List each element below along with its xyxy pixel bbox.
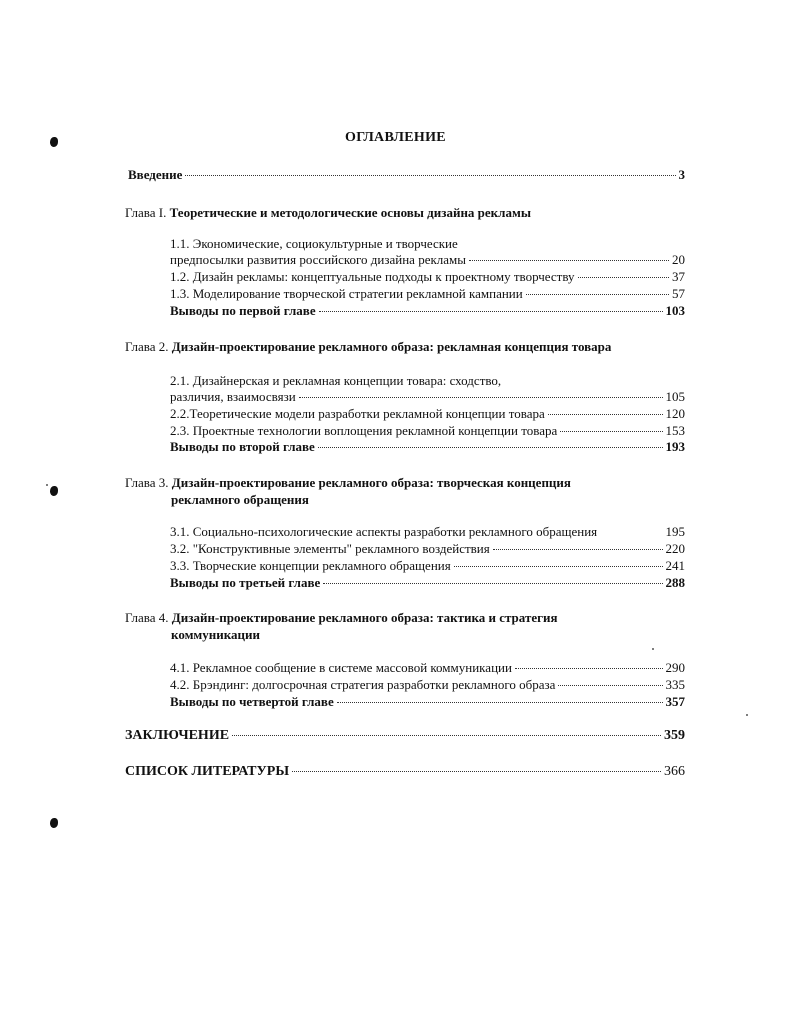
entry-page: 3 (678, 167, 685, 182)
entry-page: 220 (665, 541, 685, 556)
entry-page: 120 (665, 406, 685, 421)
dot-leader (185, 174, 675, 176)
chapter-title-line2: коммуникации (171, 627, 261, 642)
entry-page: 103 (665, 303, 685, 318)
toc-entry-intro (128, 167, 685, 183)
toc-entry-1-1 (170, 252, 685, 268)
dot-leader (600, 532, 662, 533)
toc-entry-4-conclusion (170, 694, 685, 710)
chapter-1-heading (125, 204, 705, 221)
dot-leader (469, 259, 669, 261)
toc-entry-1-2 (170, 269, 685, 285)
dot-leader (548, 413, 663, 415)
entry-label: 3.3. Творческие концепции рекламного обращения (170, 558, 451, 573)
toc-entry-3-3 (170, 558, 685, 574)
chapter-prefix: Глава 4. (125, 610, 169, 625)
entry-label: 2.3. Проектные технологии воплощения рекламной концепции товара (170, 423, 558, 438)
entry-label: различия, взаимосвязи (170, 389, 296, 404)
entry-page: 241 (665, 558, 685, 573)
entry-label: 2.2.Теоретические модели разработки рекламной концепции товара (170, 406, 545, 421)
entry-label: предпосылки развития российского дизайна рекламы (170, 252, 467, 267)
toc-entry-4-2 (170, 677, 685, 693)
scan-speck (46, 484, 48, 486)
toc-entry-2-3 (170, 423, 685, 439)
chapter-title: Теоретические и методологические основы дизайна рекламы (169, 205, 531, 220)
punch-hole-mark-middle (50, 486, 58, 496)
toc-entry-2-1 (170, 389, 685, 405)
entry-page: 288 (665, 575, 685, 590)
chapter-title-line1: Дизайн-проектирование рекламного образа: творческая концепция (171, 475, 571, 490)
entry-page: 193 (665, 439, 685, 454)
toc-entry-1-conclusion (170, 303, 685, 319)
dot-leader (558, 684, 662, 686)
entry-label: 1.2. Дизайн рекламы: концептуальные подходы к проектному творчеству (170, 269, 575, 284)
chapter-3-heading (125, 474, 705, 508)
scan-speck (652, 648, 654, 650)
dot-leader (319, 310, 663, 312)
dot-leader (515, 667, 663, 669)
entry-label: Выводы по второй главе (170, 439, 315, 454)
dot-leader (493, 548, 663, 550)
entry-label: Введение (128, 167, 183, 182)
toc-entry-2-2 (170, 406, 685, 422)
entry-page: 195 (665, 524, 685, 539)
entry-page: 20 (672, 252, 685, 267)
entry-page: 335 (665, 677, 685, 692)
punch-hole-mark-bottom (50, 818, 58, 828)
entry-page: 37 (672, 269, 685, 284)
page-title: ОГЛАВЛЕНИЕ (345, 130, 446, 145)
chapter-prefix: Глава 3. (125, 475, 169, 490)
chapter-4-heading (125, 609, 705, 643)
entry-page: 359 (664, 728, 685, 743)
entry-label: 3.1. Социально-психологические аспекты разработки рекламного обращения (170, 524, 598, 539)
entry-page: 153 (665, 423, 685, 438)
dot-leader (292, 770, 661, 772)
dot-leader (526, 293, 669, 295)
chapter-2-heading (125, 338, 725, 355)
entry-label: СПИСОК ЛИТЕРАТУРЫ (125, 764, 290, 779)
entry-label: 4.1. Рекламное сообщение в системе массовой коммуникации (170, 660, 512, 675)
dot-leader (318, 446, 663, 448)
chapter-prefix: Глава 2. (125, 339, 169, 354)
entry-label: 3.2. "Конструктивные элементы" рекламного воздействия (170, 541, 490, 556)
dot-leader (578, 276, 669, 278)
chapter-prefix: Глава I. (125, 205, 167, 220)
entry-label: Выводы по первой главе (170, 303, 316, 318)
entry-page: 366 (664, 764, 685, 779)
entry-page: 105 (665, 389, 685, 404)
toc-entry-bibliography (125, 764, 685, 780)
toc-entry-1-3 (170, 286, 685, 302)
entry-label: ЗАКЛЮЧЕНИЕ (125, 728, 230, 743)
toc-entry-conclusion (125, 728, 685, 744)
entry-label: Выводы по третьей главе (170, 575, 321, 590)
chapter-title-line1: Дизайн-проектирование рекламного образа: тактика и стратегия (171, 610, 558, 625)
dot-leader (299, 396, 663, 398)
toc-entry-3-1 (170, 524, 685, 540)
toc-entry-1-1-line1: 1.1. Экономические, социокультурные и творческие (170, 236, 458, 251)
toc-entry-4-1 (170, 660, 685, 676)
dot-leader (560, 430, 662, 432)
toc-entry-3-2 (170, 541, 685, 557)
entry-label: 1.3. Моделирование творческой стратегии рекламной кампании (170, 286, 523, 301)
dot-leader (454, 565, 663, 567)
toc-entry-2-conclusion (170, 439, 685, 455)
dot-leader (323, 582, 662, 584)
dot-leader (232, 734, 661, 736)
entry-page: 290 (665, 660, 685, 675)
dot-leader (337, 701, 663, 703)
entry-label: 4.2. Брэндинг: долгосрочная стратегия разработки рекламного образа (170, 677, 556, 692)
scan-speck (746, 714, 748, 716)
entry-page: 57 (672, 286, 685, 301)
toc-entry-2-1-line1: 2.1. Дизайнерская и рекламная концепции товара: сходство, (170, 373, 502, 388)
entry-label: Выводы по четвертой главе (170, 694, 334, 709)
chapter-title-line2: рекламного обращения (171, 492, 309, 507)
toc-entry-3-conclusion (170, 575, 685, 591)
entry-page: 357 (665, 694, 685, 709)
chapter-title: Дизайн-проектирование рекламного образа: рекламная концепция товара (171, 339, 612, 354)
